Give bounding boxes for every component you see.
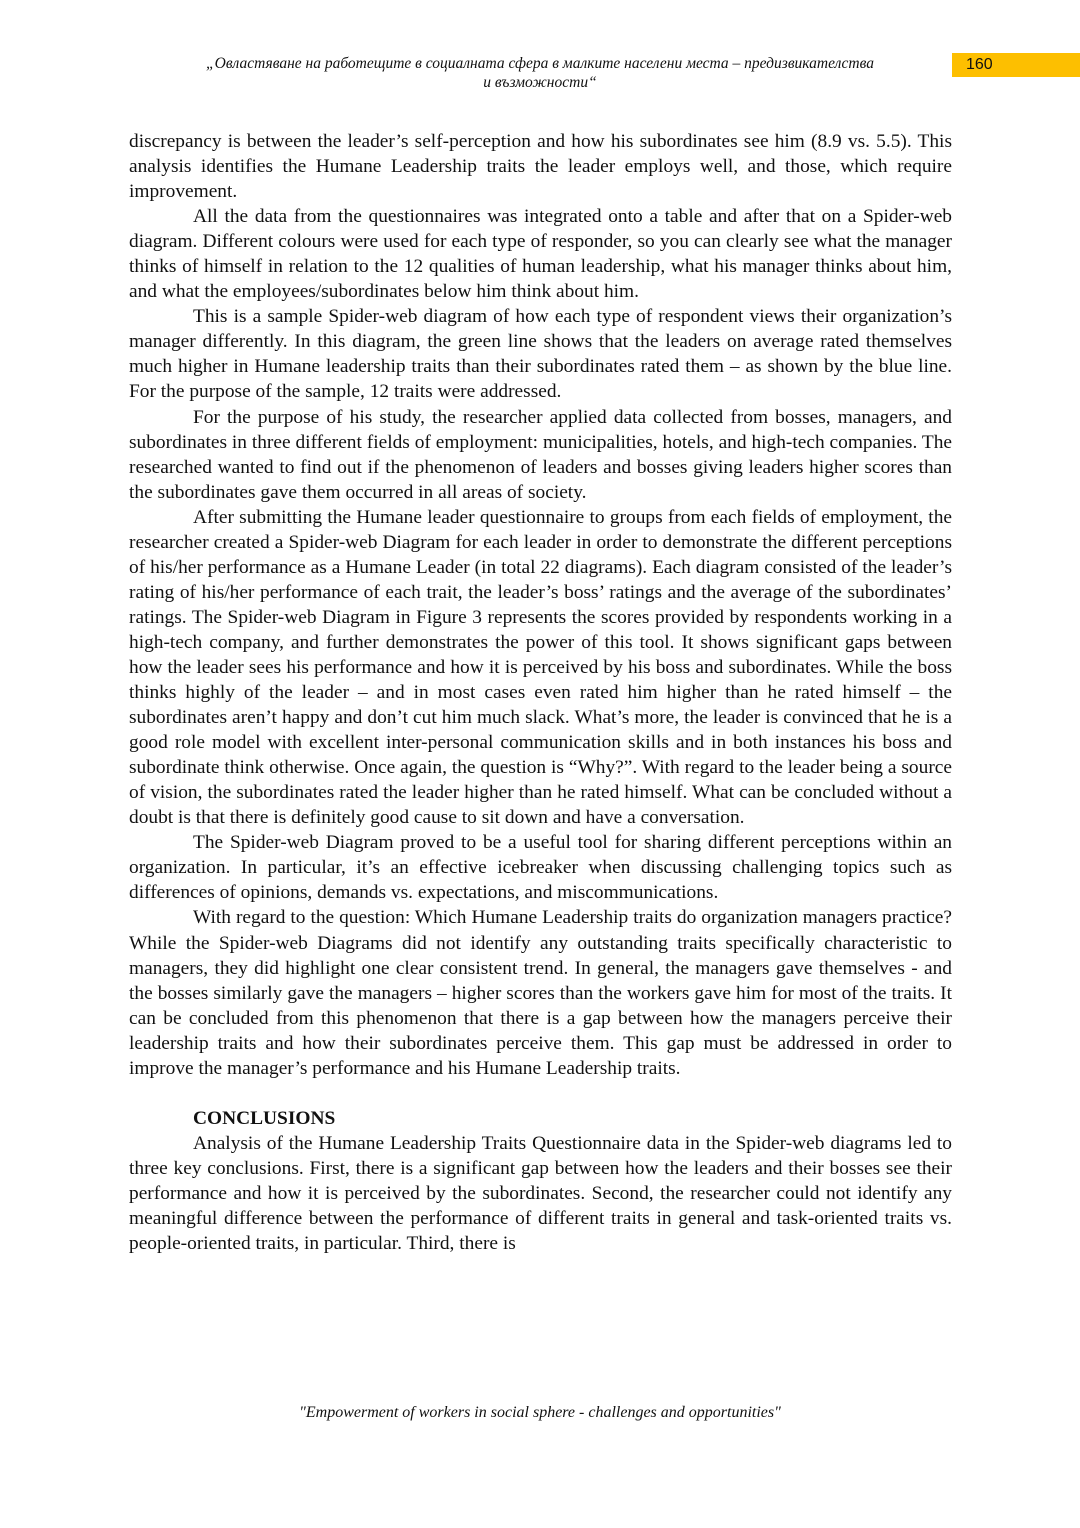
conclusions-paragraph: Analysis of the Humane Leadership Traits Questionnaire data in the Spider-web diagrams led to three key conclusions. First, there is a significant gap between how the leaders and their bosses see their performance and how it is perceived by the subordinates. Second, the researcher could not identify any meaningful difference between the performance of different traits in general and task-oriented traits vs. people-oriented traits, in particular. Third, there is: [129, 1132, 952, 1255]
running-header-line-1: „Овластяване на работещите в социалната сфера в малките населени места – предизвикателства: [206, 55, 874, 72]
paragraph-6: The Spider-web Diagram proved to be a useful tool for sharing different perceptions within an organization. In particular, it’s an effective icebreaker when discussing challenging topics such as differences of opinions, demands vs. expectations, and miscommunications.: [129, 832, 952, 904]
running-header: [128, 54, 952, 92]
paragraph-5: After submitting the Humane leader questionnaire to groups from each fields of employment, the researcher created a Spider-web Diagram for each leader in order to demonstrate the different perceptions of his/her performance as a Humane Leader (in total 22 diagrams). Each diagram consisted of the leader’s rating of his/her performance of each trait, the leader’s boss’ ratings and the average of the subordinates’ ratings. The Spider-web Diagram in Figure 3 represents the scores provided by respondents working in a high-tech company, and further demonstrates the power of this tool. It shows significant gaps between how the leader sees his performance and how it is perceived by his boss and subordinates. While the boss thinks highly of the leader – and in most cases even rated him higher than he rated himself – the subordinates aren’t happy and don’t cut him much slack. What’s more, the leader is convinced that he is a good role model with excellent inter-personal communication skills and in both instances his boss and subordinate think otherwise. Once again, the question is “Why?”. With regard to the leader being a source of vision, the subordinates rated the leader higher than he rated himself. What can be concluded without a doubt is that there is definitely good cause to sit down and have a conversation.: [129, 506, 952, 829]
paragraph-1: discrepancy is between the leader’s self-perception and how his subordinates see him (8.9 vs. 5.5). This analysis identifies the Humane Leadership traits the leader employs well, and those, which require improvement.: [129, 131, 952, 203]
paragraph-2: All the data from the questionnaires was integrated onto a table and after that on a Spider-web diagram. Different colours were used for each type of responder, so you can clearly see what the manager thinks of himself in relation to the 12 qualities of human leadership, what his manager thinks about him, and what the employees/subordinates below him think about him.: [129, 206, 952, 303]
running-footer: "Empowerment of workers in social sphere - challenges and opportunities": [299, 1404, 781, 1421]
running-header-line-2: и възможности“: [483, 74, 597, 91]
page-number: 160: [966, 56, 993, 73]
conclusions-heading: CONCLUSIONS: [193, 1107, 336, 1129]
paragraph-4: For the purpose of his study, the researcher applied data collected from bosses, managers, and subordinates in three different fields of employment: municipalities, hotels, and high-tech companies. The researched wanted to find out if the phenomenon of leaders and bosses giving leaders higher scores than the subordinates gave them occurred in all areas of society.: [129, 406, 952, 503]
paragraph-7: With regard to the question: Which Humane Leadership traits do organization managers practice? While the Spider-web Diagrams did not identify any outstanding traits specifically characteristic to managers, they did highlight one clear consistent trend. In general, the managers gave themselves - and the bosses similarly gave the managers – higher scores than the workers gave him for most of the traits. It can be concluded from this phenomenon that there is a gap between how the managers perceive their leadership traits and how their subordinates perceive them. This gap must be addressed in order to improve the manager’s performance and his Humane Leadership traits.: [129, 907, 952, 1079]
paragraph-3: This is a sample Spider-web diagram of how each type of respondent views their organization’s manager differently. In this diagram, the green line shows that the leaders on average rated themselves much higher in Humane leadership traits than their subordinates rated them – as shown by the blue line. For the purpose of the sample, 12 traits were addressed.: [129, 306, 952, 403]
body-text: [129, 129, 952, 1256]
page-number-badge: [952, 53, 1080, 77]
